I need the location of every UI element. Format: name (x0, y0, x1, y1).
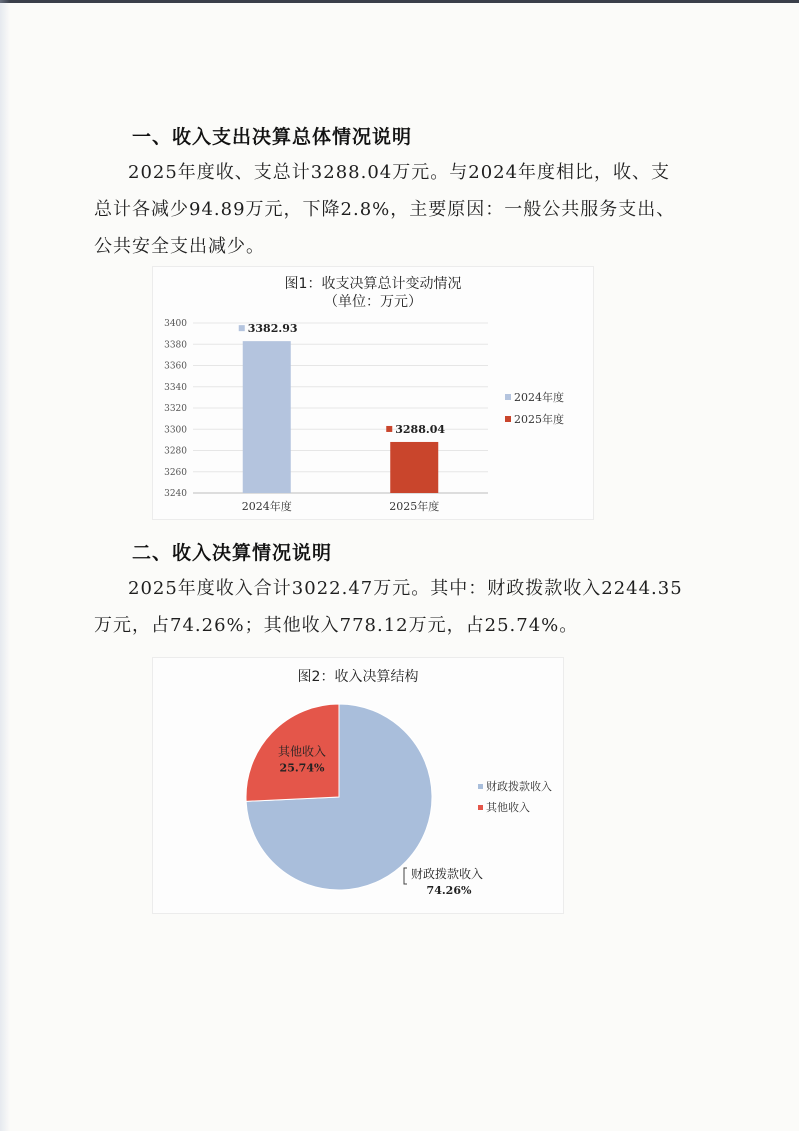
chart-1-value-label: 3382.93 (247, 322, 298, 336)
chart-2-legend-swatch (478, 784, 483, 789)
chart-1-value-label: 3288.04 (395, 422, 446, 436)
chart-2-slice-percent: 25.74% (279, 761, 325, 775)
section-1-line-2: 总计各减少94.89万元，下降2.8%，主要原因：一般公共服务支出、 (94, 199, 676, 220)
section-2-line-1: 2025年度收入合计3022.47万元。其中：财政拨款收入2244.35 (128, 578, 683, 599)
chart-1-ytick-label: 3400 (164, 319, 187, 329)
chart-1-ytick-label: 3300 (164, 425, 187, 436)
section-1-line-3: 公共安全支出减少。 (94, 236, 265, 257)
chart-1-bar (243, 341, 291, 493)
chart-1-svg (153, 267, 593, 519)
section-1-line-1: 2025年度收、支总计3288.04万元。与2024年度相比，收、支 (128, 162, 671, 183)
section-1-heading: 一、收入支出决算总体情况说明 (132, 126, 413, 148)
chart-2-legend-swatch (478, 805, 483, 810)
section-1-paragraph (94, 154, 708, 265)
chart-1-xtick-label: 2025年度 (389, 500, 440, 513)
chart-2-slice-percent: 74.26% (426, 884, 472, 897)
chart-1-xtick-label: 2024年度 (241, 500, 292, 513)
chart-1-legend-label: 2025年度 (514, 413, 564, 426)
section-2-heading: 二、收入决算情况说明 (132, 542, 333, 564)
chart-1-container (152, 266, 594, 520)
chart-1-value-label-marker (386, 426, 392, 432)
scan-top-edge (0, 0, 799, 3)
chart-1-legend-swatch (505, 394, 511, 400)
section-2-line-2: 万元，占74.26%；其他收入778.12万元，占25.74%。 (94, 615, 579, 636)
chart-1-bar (390, 442, 438, 493)
chart-1-subtitle: （单位：万元） (324, 294, 422, 310)
chart-2-title: 图2：收入决算结构 (297, 669, 419, 685)
chart-1-ytick-label: 3340 (164, 382, 187, 393)
chart-1-ytick-label: 3260 (164, 467, 187, 478)
chart-2-label-bracket (404, 868, 407, 884)
chart-1-title: 图1：收支决算总计变动情况 (284, 276, 462, 292)
chart-2-legend-label: 其他收入 (486, 801, 530, 814)
chart-1-ytick-label: 3320 (164, 404, 187, 414)
section-2-paragraph (94, 570, 708, 644)
chart-1-ytick-label: 3380 (164, 340, 187, 351)
scan-left-shadow (0, 0, 10, 1131)
chart-2-container (152, 657, 564, 914)
chart-2-slice-label: 其他收入 (277, 744, 327, 759)
chart-2-legend-label: 财政拨款收入 (486, 780, 552, 793)
chart-2-slice-label: 财政拨款收入 (411, 867, 484, 881)
chart-1-value-label-marker (239, 325, 245, 331)
chart-1-ytick-label: 3280 (164, 446, 187, 457)
chart-1-ytick-label: 3360 (164, 361, 187, 372)
chart-1-legend-label: 2024年度 (514, 391, 564, 404)
chart-1-legend-swatch (505, 416, 511, 422)
chart-2-svg (153, 658, 563, 913)
chart-1-ytick-label: 3240 (164, 489, 187, 499)
